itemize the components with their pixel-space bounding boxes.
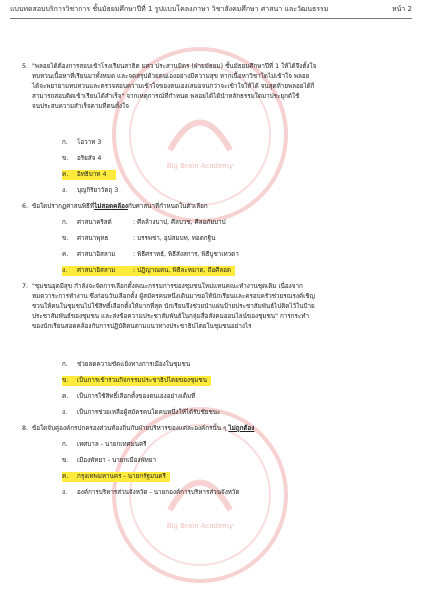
option-7-d[interactable]: ง. เป็นการช่วยเหลือผู้สมัครคนใดคนหนึ่งให้ได้รับชัยชนะ [62,409,221,416]
question-number: 8. [22,425,29,432]
question-8 [22,424,398,434]
option-7-b-answer[interactable]: ข. เป็นการเข้าร่วมกิจกรรมประชาธิปไตยของชุมชน [62,376,211,386]
question-line: หมดวาระการทำงาน ซึ่งก่อนวันเลือกตั้ง ผู้สมัครคนหนึ่งเดินมาขอให้นักเรียนและครอบครัวช่วยรณรงค์เชิญ [32,292,315,300]
option-6-c[interactable]: ค. ศาสนาอิสลาม : พิธีศราทธ์, พิธีสังสการ, พิธีบูชาเทวดา [62,251,239,258]
page-number: หน้า 2 [391,5,412,13]
question-line: สามารถสอบติดเข้าเรียนได้สำเร็จ" จากเหตุการณ์ที่กำหนด พลอยได้ได้นำหลักธรรมใดมาประยุกต์ใช้ [32,92,300,100]
option-7-c[interactable]: ค. เป็นการใช้สิทธิ์เลือกตั้งของตนเองอย่างเต็มที่ [62,393,196,400]
option-6-b[interactable]: ข. ศาสนาพุทธ : บรรพชา, อุปสมบท, ทอดกฐิน [62,235,216,242]
question-7 [22,282,398,332]
negation-emphasis: ไม่สอดคล้อง [94,203,128,210]
question-line: จนประสบความสำเร็จตามที่ตนตั้งใจ [32,102,129,110]
option-5-d[interactable]: ง. บุญกิริยาวัตถุ 3 [62,187,119,194]
question-line: "พลอยได้ต้องการสอบเข้าโรงเรียนสาธิต มศว ประสานมิตร (ฝ่ายมัธยม) ชั้นมัธยมศึกษาปีที่ 1 ให้ได้จึงตั้งใจ [32,63,317,70]
svg-text:Big Brain Academy: Big Brain Academy [166,522,234,530]
option-8-a[interactable]: ก. เทศบาล - นายกเทศมนตรี [62,441,147,448]
option-6-a[interactable]: ก. ศาสนาคริสต์ : ศีลล้างบาป, ศีลบวช, ศีลอภัยบาป [62,219,226,226]
question-line: ประชาสัมพันธ์ของชุมชน และส่งข้อความประชาสัมพันธ์ในกลุ่มสื่อสังคมออนไลน์ของชุมชน" การกระทำ [32,312,309,320]
svg-text:Big Brain Academy: Big Brain Academy [166,162,234,170]
question-number: 5. [22,63,29,70]
question-line: ได้จะพยายามทบทวนและตรวจสอบความเข้าใจของตนเองเสมอจนกว่าจะเข้าใจให้ได้ จนสุดท้ายพลอยได้ก็ [32,82,315,90]
option-8-b[interactable]: ข. เมืองพัทยา - นายกเมืองพัทยา [62,457,156,464]
question-line: ของนักเรียนสอดคล้องกับการปฏิบัติตนตามแนวทางประชาธิปไตยในชุมชนอย่างไร [32,322,252,330]
option-6-d-answer[interactable]: ง. ศาสนาอิสลาม : ปฏิญาณตน, พิธีละหมาด, ถือศีลอด [62,266,235,276]
option-5-b[interactable]: ข. อริยสัจ 4 [62,155,102,162]
question-line: ชวนให้คนในชุมชนไปใช้สิทธิ์เลือกตั้งให้มากที่สุด นักเรียนจึงช่วยนำแผ่นป้ายประชาสัมพันธ์ไปติดไว้ในป้าย [32,302,315,310]
option-5-a[interactable]: ก. โอวาท 3 [62,139,102,146]
header-title: แบบทดสอบบริการวิชาการ ชั้นมัธยมศึกษาปีที่ 1 รูปแบบโคลงภาษา วิชาสังคมศึกษา ศาสนา และวัฒนธรรม [10,5,329,13]
question-line: "ชุมชนอุดมีสุข กำลังจะจัดการเลือกตั้งคณะกรรมการของชุมชนใหม่แทนคณะทำงานชุดเดิม เนื่องจาก [32,283,303,290]
option-7-a[interactable]: ก. ช่วยลดความขัดแย้งทางการเมืองในชุมชน [62,361,191,368]
negation-emphasis: ไม่ถูกต้อง [228,425,255,432]
option-8-c-answer[interactable]: ค. กรุงเทพมหานคร - นายกรัฐมนตรี [62,472,170,482]
question-number: 6. [22,203,29,210]
option-5-c-answer[interactable]: ค. อิทธิบาท 4 [62,170,116,180]
question-line: ทบทวนเนื้อหาที่เรียนมาทั้งหมด และจดสรุปด้วยตนเองอย่างมีความสุข หากเนื้อหาวิชาใดไม่เข้าใจ พลอย [32,72,310,80]
question-6 [22,202,398,212]
question-5 [22,62,398,112]
option-8-d[interactable]: ง. องค์การบริหารส่วนจังหวัด - นายกองค์การบริหารส่วนจังหวัด [62,489,240,496]
question-stem: ข้อใดจับคู่องค์กรปกครองส่วนท้องถิ่นกับฝ่ายบริหารของแต่ละองค์กรนั้น ๆ ไม่ถูกต้อง [32,425,255,432]
question-stem: ข้อใดปรากฏศาสนพิธีที่ไม่สอดคล้องกับศาสนาที่กำหนดในตัวเลือก [32,203,208,210]
question-number: 7. [22,283,29,290]
